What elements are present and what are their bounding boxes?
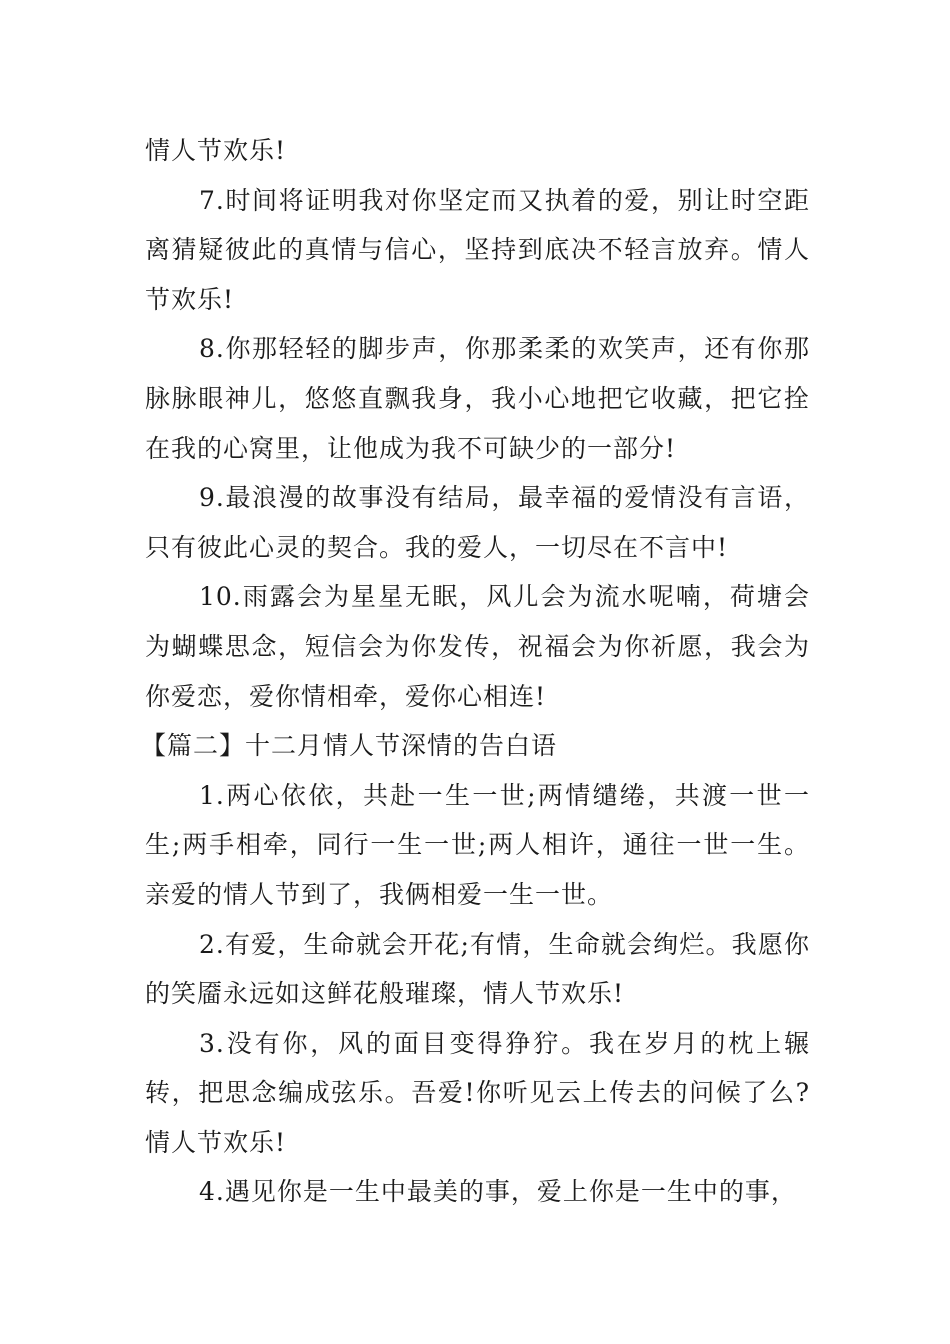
paragraph-item-9: 9.最浪漫的故事没有结局，最幸福的爱情没有言语，只有彼此心灵的契合。我的爱人，一切尽在不言中! bbox=[145, 483, 810, 562]
document-body bbox=[141, 126, 810, 1217]
paragraph-continuation: 情人节欢乐! bbox=[145, 136, 287, 165]
paragraph-item-10: 10.雨露会为星星无眠，风儿会为流水呢喃，荷塘会为蝴蝶思念，短信会为你发传，祝福会为你祈愿，我会为你爱恋，爱你情相牵，爱你心相连! bbox=[145, 582, 810, 711]
paragraph-item-2: 2.有爱，生命就会开花;有情，生命就会绚烂。我愿你的笑靥永远如这鲜花般璀璨，情人节欢乐! bbox=[145, 929, 810, 1009]
paragraph-item-4: 4.遇见你是一生中最美的事，爱上你是一生中的事， bbox=[199, 1177, 797, 1207]
paragraph-item-3: 3.没有你，风的面目变得狰狞。我在岁月的枕上辗转，把思念编成弦乐。吾爱!你听见云上传去的问候了么?情人节欢乐! bbox=[145, 1028, 810, 1157]
paragraph-item-1: 1.两心依依，共赴一生一世;两情缱绻，共渡一世一生;两手相牵，同行一生一世;两人相许，通往一世一生。亲爱的情人节到了，我俩相爱一生一世。 bbox=[145, 780, 810, 909]
paragraph-item-8: 8.你那轻轻的脚步声，你那柔柔的欢笑声，还有你那脉脉眼神儿，悠悠直飘我身，我小心地把它收藏，把它拴在我的心窝里，让他成为我不可缺少的一部分! bbox=[145, 334, 810, 463]
section-heading: 【篇二】十二月情人节深情的告白语 bbox=[141, 731, 558, 761]
paragraph-item-7: 7.时间将证明我对你坚定而又执着的爱，别让时空距离猜疑彼此的真情与信心，坚持到底决不轻言放弃。情人节欢乐! bbox=[145, 185, 810, 314]
